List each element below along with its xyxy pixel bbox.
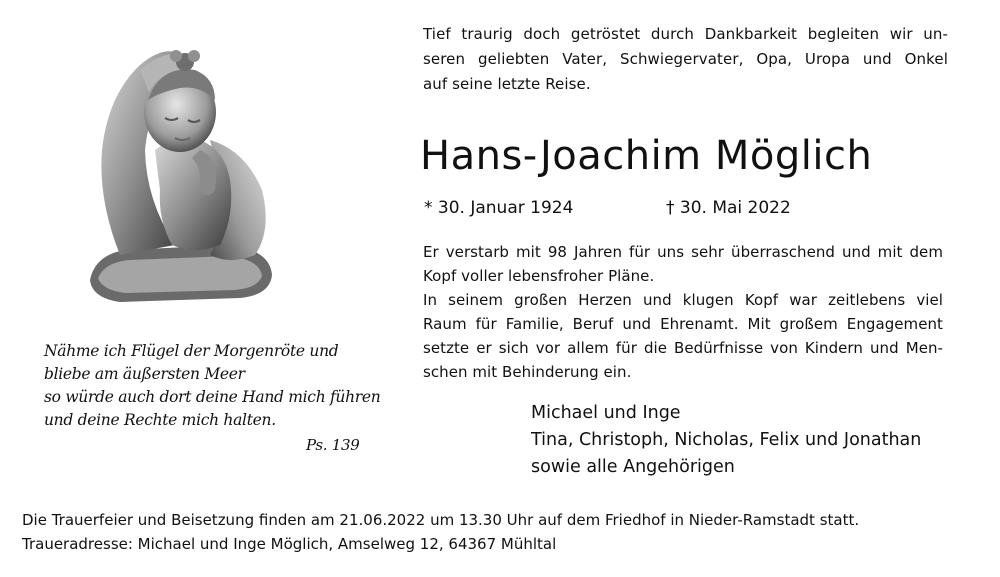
mourner-line: sowie alle Angehörigen (531, 457, 735, 477)
hand-sculpture-image (80, 40, 280, 305)
bio-line: Kopf voller lebensfroher Pläne. (423, 267, 655, 285)
intro-line: seren geliebten Vater, Schwiegervater, Opa, Uropa und Onkel (423, 50, 948, 68)
deceased-name: Hans-Joachim Möglich (420, 133, 873, 179)
bio-line: In seinem großen Herzen und klugen Kopf war zeitlebens viel (423, 291, 943, 309)
biography-text (423, 240, 943, 384)
mourning-address: Traueradresse: Michael und Inge Möglich, Amselweg 12, 64367 Mühltal (22, 535, 557, 553)
bio-line: Raum für Familie, Beruf und Ehrenamt. Mit großem Engagement (423, 315, 943, 333)
mourner-line: Michael und Inge (531, 403, 681, 423)
ceremony-info: Die Trauerfeier und Beisetzung finden am 21.06.2022 um 13.30 Uhr auf dem Friedhof in Nieder-Ramstadt statt. (22, 511, 860, 529)
psalm-reference: Ps. 139 (306, 436, 360, 454)
intro-line: Tief traurig doch getröstet durch Dankbarkeit begleiten wir un- (423, 25, 948, 43)
birth-date: * 30. Januar 1924 (424, 198, 574, 218)
quote-line: so würde auch dort deine Hand mich führen (44, 388, 381, 406)
intro-text (423, 22, 948, 97)
quote-line: bliebe am äußersten Meer (44, 365, 245, 383)
intro-line: auf seine letzte Reise. (423, 75, 591, 93)
quote-line: und deine Rechte mich halten. (44, 411, 276, 429)
psalm-quote (44, 340, 381, 454)
hand-child-icon (80, 40, 280, 305)
funeral-info (22, 508, 859, 556)
bio-line: schen mit Behinderung ein. (423, 363, 632, 381)
bio-line: Er verstarb mit 98 Jahren für uns sehr überraschend und mit dem (423, 243, 943, 261)
mourners-list (531, 400, 921, 481)
quote-line: Nähme ich Flügel der Morgenröte und (44, 342, 339, 360)
bio-line: setzte er sich vor allem für die Bedürfnisse von Kindern und Men- (423, 339, 943, 357)
death-date: † 30. Mai 2022 (666, 198, 791, 218)
mourner-line: Tina, Christoph, Nicholas, Felix und Jonathan (531, 430, 922, 450)
